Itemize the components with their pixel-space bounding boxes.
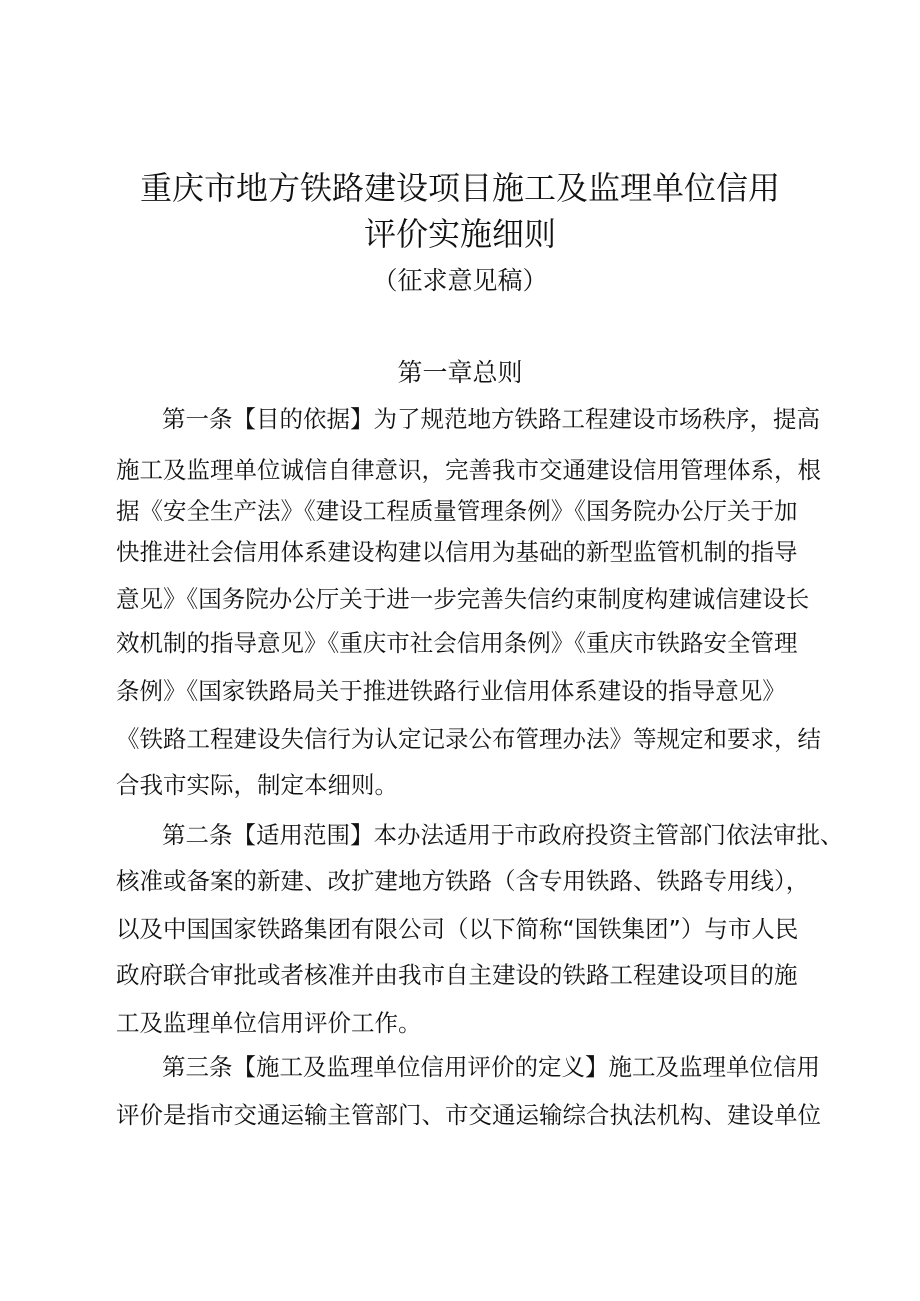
- article-1-line-9: 合我市实际，制定本细则。: [116, 771, 398, 799]
- document-title-line-2: 评价实施细则: [363, 215, 556, 253]
- article-1-line-6: 效机制的指导意见》《重庆市社会信用条例》《重庆市铁路安全管理: [116, 629, 798, 657]
- article-1-line-7: 条例》《国家铁路局关于推进铁路行业信用体系建设的指导意见》: [116, 677, 786, 705]
- article-1-line-8: 《铁路工程建设失信行为认定记录公布管理办法》等规定和要求，结: [116, 725, 821, 753]
- article-1-line-4: 快推进社会信用体系建设构建以信用为基础的新型监管机制的指导: [116, 538, 798, 566]
- article-2-line-5: 工及监理单位信用评价工作。: [116, 1009, 422, 1037]
- article-3-line-1: 第三条【施工及监理单位信用评价的定义】施工及监理单位信用: [162, 1053, 820, 1081]
- article-3-line-2: 评价是指市交通运输主管部门、市交通运输综合执法机构、建设单位: [116, 1101, 821, 1129]
- article-1-line-1: 第一条【目的依据】为了规范地方铁路工程建设市场秩序，提高: [162, 405, 820, 433]
- document-title-line-1: 重庆市地方铁路建设项目施工及监理单位信用: [139, 169, 780, 207]
- article-1-line-3: 据《安全生产法》《建设工程质量管理条例》《国务院办公厅关于加: [116, 497, 798, 525]
- chapter-heading: 第一章总则: [397, 358, 523, 387]
- article-2-line-2: 核准或备案的新建、改扩建地方铁路（含专用铁路、铁路专用线），: [116, 867, 810, 895]
- article-1-line-2: 施工及监理单位诚信自律意识，完善我市交通建设信用管理体系，根: [116, 456, 821, 484]
- article-2-line-1: 第二条【适用范围】本办法适用于市政府投资主管部门依法审批、: [162, 821, 844, 849]
- article-1-line-5: 意见》《国务院办公厅关于进一步完善失信约束制度构建诚信建设长: [116, 585, 810, 613]
- document-subtitle: （征求意见稿）: [372, 266, 548, 295]
- article-2-line-4: 政府联合审批或者核准并由我市自主建设的铁路工程建设项目的施: [116, 961, 798, 989]
- article-2-line-3: 以及中国国家铁路集团有限公司（以下简称“国铁集团”）与市人民: [116, 915, 799, 943]
